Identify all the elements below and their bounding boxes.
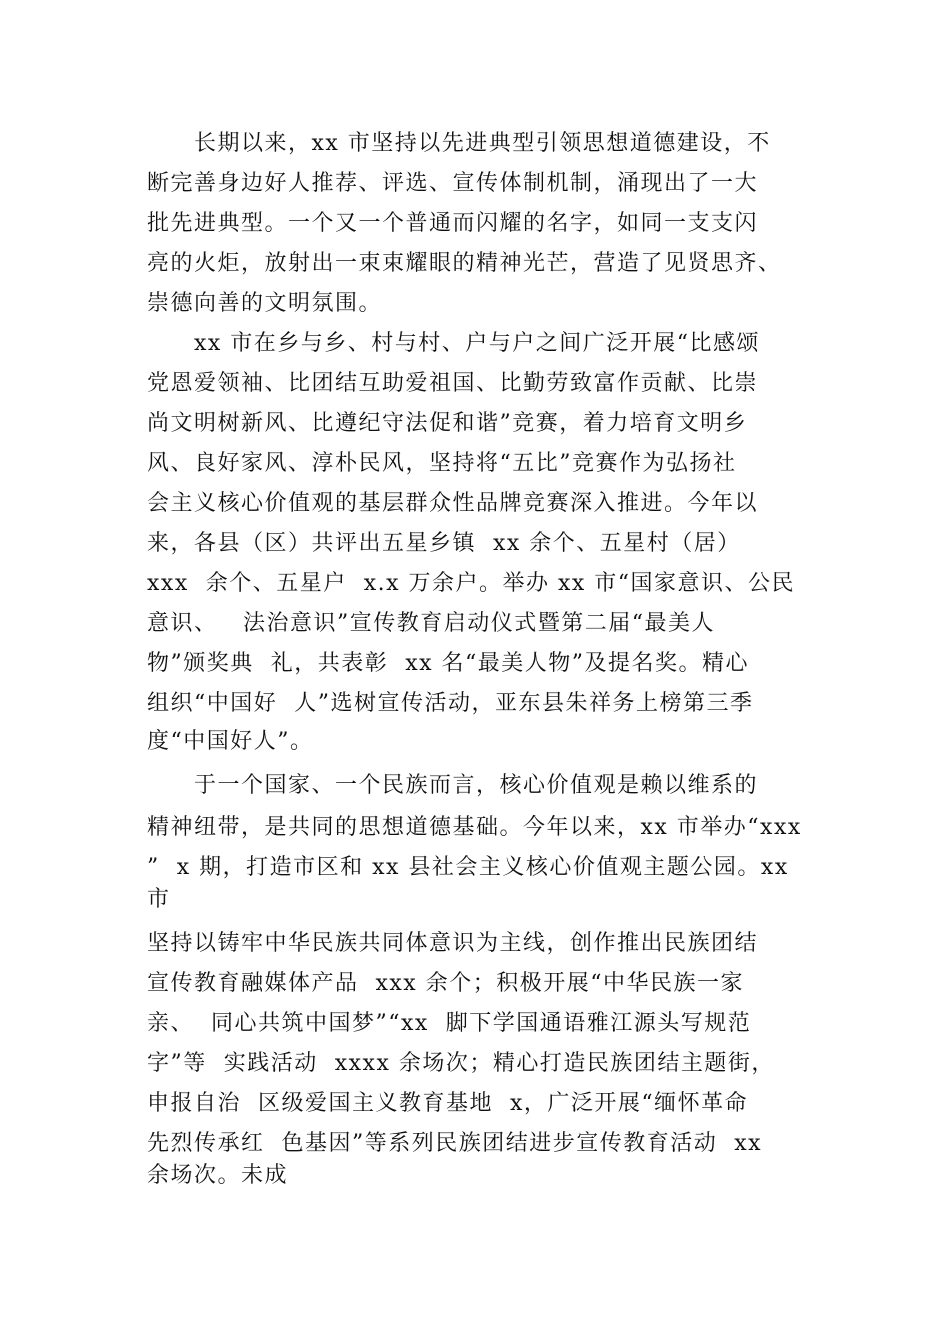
paragraph-line: 会主义核心价值观的基层群众性品牌竞赛深入推进。今年以 <box>147 491 759 516</box>
paragraph-line: xxx 余个、五星户 x.x 万余户。举办 xx 市“国家意识、公民 <box>147 571 796 596</box>
paragraph-line: 亮的火炬，放射出一束束耀眼的精神光芒，营造了见贤思齐、 <box>147 251 782 276</box>
paragraph-line: 尚文明树新风、比遵纪守法促和谐”竞赛，着力培育文明乡 <box>147 411 748 436</box>
paragraph-line: 亲、 同心共筑中国梦”“xx 脚下学国通语雅江源头写规范 <box>147 1011 752 1036</box>
paragraph-line: 来，各县（区）共评出五星乡镇 xx 余个、五星村（居） <box>147 531 741 556</box>
paragraph-line: 宣传教育融媒体产品 xxx 余个；积极开展“中华民族一家 <box>147 971 744 996</box>
paragraph-line: xx 市在乡与乡、村与村、户与户之间广泛开展“比感颂 <box>147 331 761 356</box>
paragraph-line: 批先进典型。一个又一个普通而闪耀的名字，如同一支支闪 <box>147 211 759 236</box>
paragraph-line: 字”等 实践活动 xxxx 余场次；精心打造民族团结主题街， <box>147 1051 775 1076</box>
paragraph-line: 断完善身边好人推荐、评选、宣传体制机制，涌现出了一大 <box>147 171 759 196</box>
paragraph-line: 市 <box>147 887 171 912</box>
paragraph-line: ” x 期，打造市区和 xx 县社会主义核心价值观主题公园。xx <box>147 855 789 880</box>
paragraph-line: 于一个国家、一个民族而言，核心价值观是赖以维系的 <box>147 773 759 798</box>
paragraph-line: 物”颁奖典 礼，共表彰 xx 名“最美人物”及提名奖。精心 <box>147 651 750 676</box>
paragraph-line: 申报自治 区级爱国主义教育基地 x，广泛开展“缅怀革命 <box>147 1091 749 1116</box>
paragraph-line: 长期以来，xx 市坚持以先进典型引领思想道德建设，不 <box>147 131 771 156</box>
paragraph-line: 精神纽带，是共同的思想道德基础。今年以来，xx 市举办“xxx <box>147 815 802 840</box>
paragraph-line: 坚持以铸牢中华民族共同体意识为主线，创作推出民族团结 <box>147 931 759 956</box>
paragraph-line: 风、良好家风、淳朴民风，坚持将“五比”竞赛作为弘扬社 <box>147 451 737 476</box>
paragraph-line: 党恩爱领袖、比团结互助爱祖国、比勤劳致富作贡献、比崇 <box>147 371 759 396</box>
paragraph-line: 组织“中国好 人”选树宣传活动，亚东县朱祥务上榜第三季 <box>147 691 754 716</box>
paragraph-line: 意识、 法治意识”宣传教育启动仪式暨第二届“最美人 <box>147 611 715 636</box>
paragraph-line: 先烈传承红 色基因”等系列民族团结进步宣传教育活动 xx <box>147 1131 763 1156</box>
paragraph-line: 崇德向善的文明氛围。 <box>147 291 383 316</box>
paragraph-line: 度“中国好人”。 <box>147 729 314 754</box>
paragraph-line: 余场次。未成 <box>147 1163 289 1188</box>
